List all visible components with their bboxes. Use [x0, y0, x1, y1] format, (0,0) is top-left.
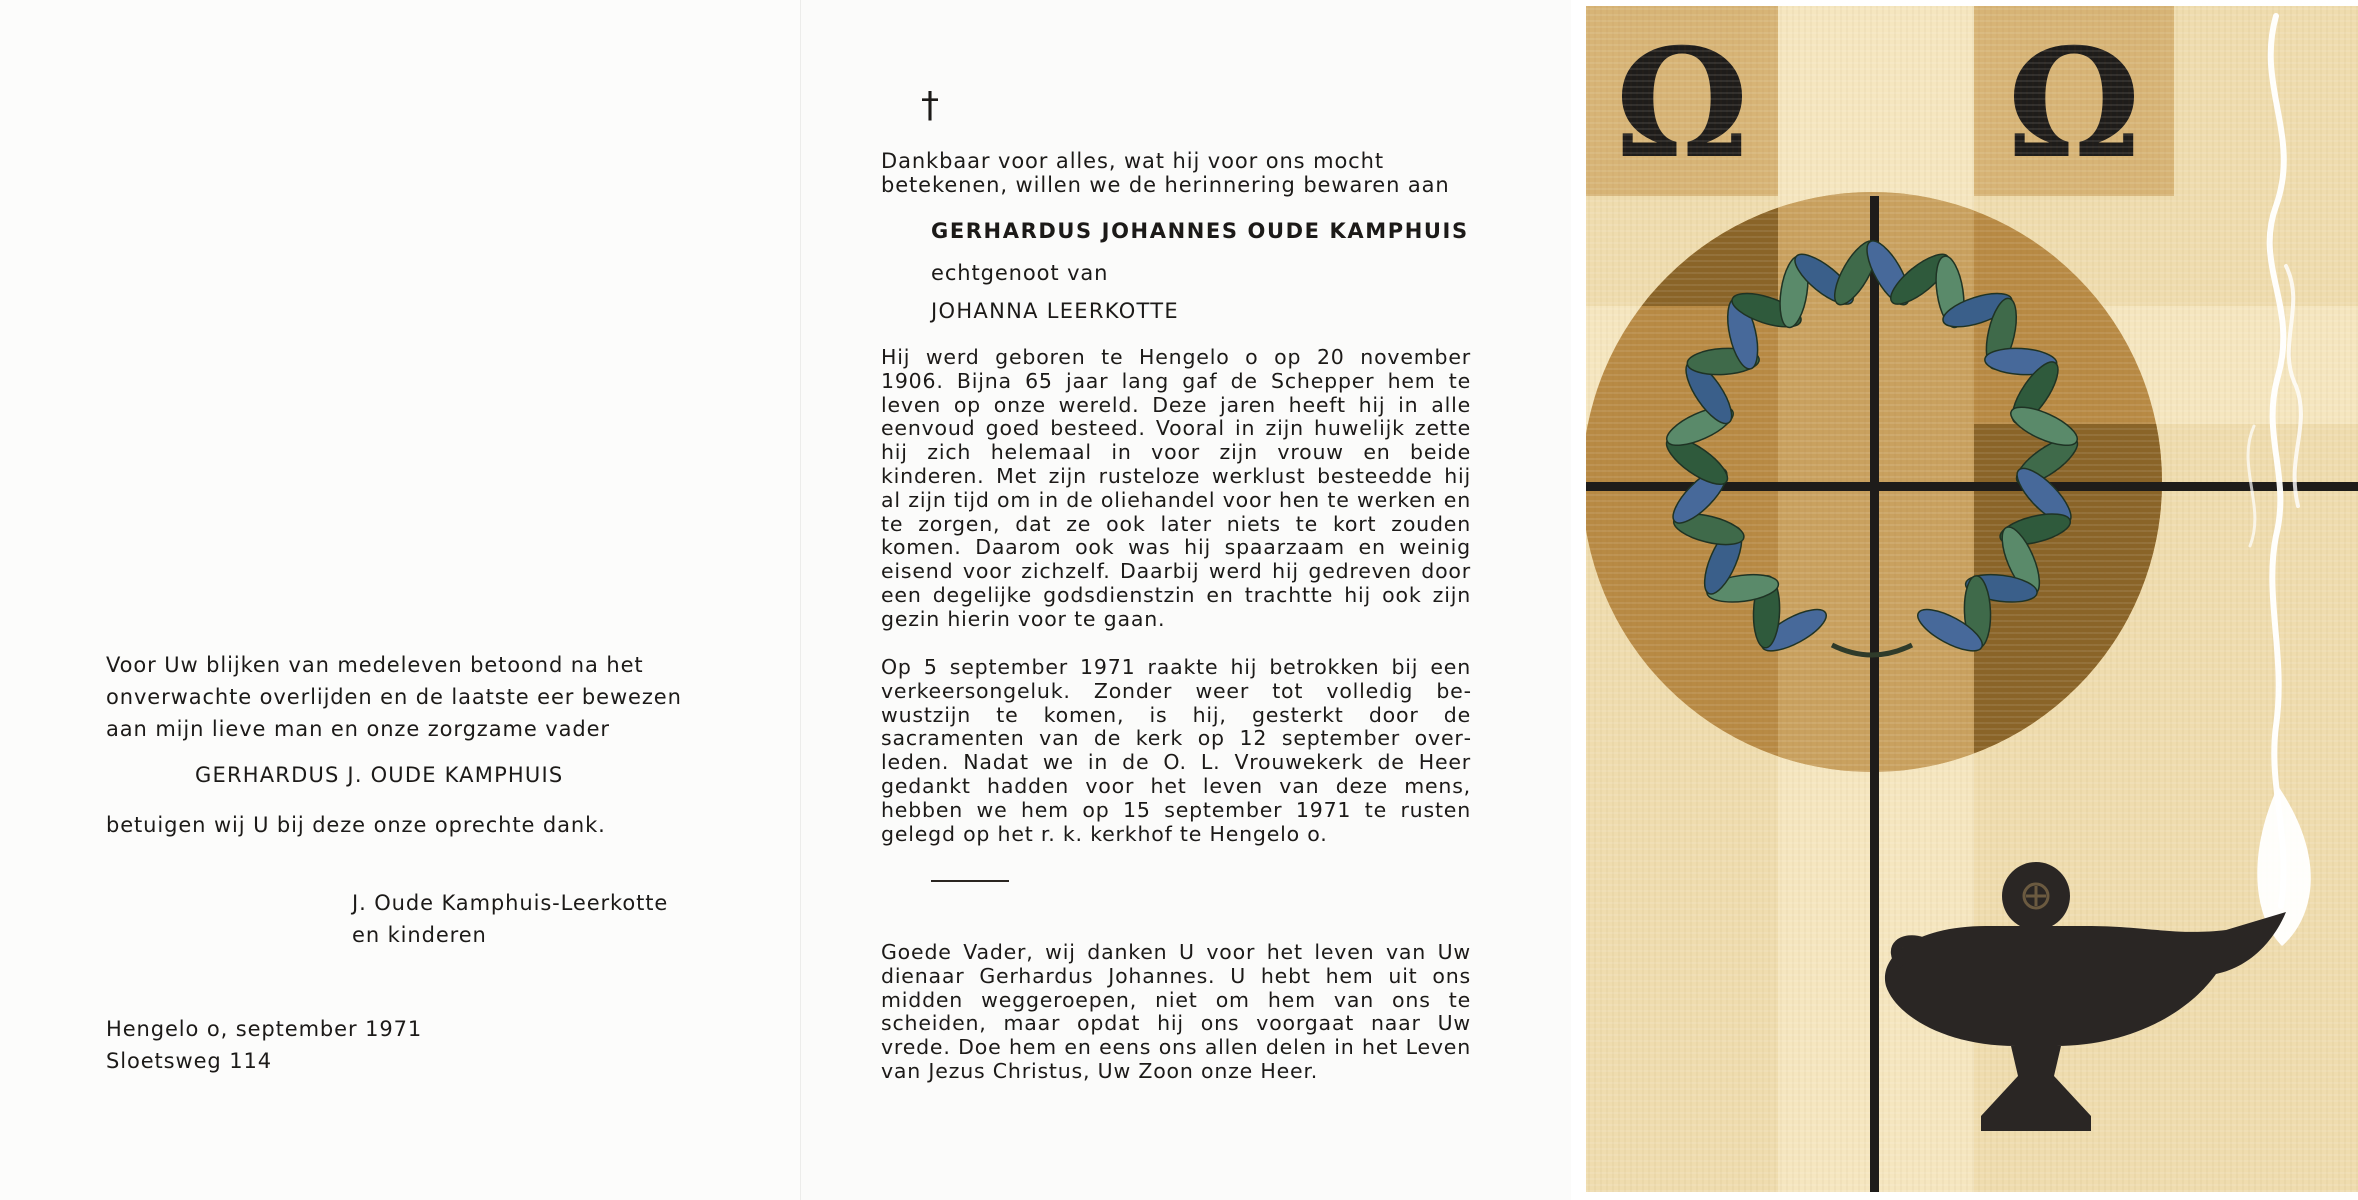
prayer-paragraph: Goede Vader, wij danken U voor het leven van Uw dienaar Gerhardus Johannes. U hebt hem uit ons midden weggeroepen, niet om hem van ons te scheiden, maar opdat hij ons voorgaat naar Uw vrede. Doe hem en eens ons allen delen in het Leven van Jezus Christus, Uw Zoon onze Heer.: [881, 940, 1471, 1083]
cross-symbol: †: [921, 85, 940, 126]
signature-line-1: J. Oude Kamphuis-Leerkotte: [352, 891, 669, 915]
thanks-line: betuigen wij U bij deze onze oprechte dank.: [106, 813, 606, 837]
intro-line-1: Voor Uw blijken van medeleven betoond na het: [106, 653, 644, 677]
opening-line-1: Dankbaar voor alles, wat hij voor ons mocht: [881, 149, 1384, 173]
place-date: Hengelo o, september 1971: [106, 1017, 423, 1041]
middle-panel: [800, 0, 1571, 1200]
right-panel: [1578, 0, 2358, 1200]
left-panel: [0, 0, 800, 1200]
deceased-short-name: GERHARDUS J. OUDE KAMPHUIS: [195, 763, 564, 787]
deceased-full-name: GERHARDUS JOHANNES OUDE KAMPHUIS: [931, 219, 1469, 243]
section-divider: [931, 880, 1009, 882]
biography-paragraph-2: Op 5 september 1971 raakte hij betrokken bij een verkeersongeluk. Zonder weer tot volledig bewustzijn te komen, is hij, gesterkt door de sacramenten van de kerk op 12 september overleden. Nadat we in de O. L. Vrouwekerk de Heer gedankt hadden voor het leven van deze mens, hebben we hem op 15 september 1971 te rusten gelegd op het r. k. kerkhof te Hengelo o.: [881, 655, 1471, 846]
intro-line-2: onverwachte overlijden en de laatste eer bewezen: [106, 685, 682, 709]
biography-paragraph-1: Hij werd geboren te Hengelo o op 20 november 1906. Bijna 65 jaar lang gaf de Schepper hem te leven op onze wereld. Deze jaren heeft hij in alle eenvoud goed besteed. Vooral in zijn huwelijk zette hij zich helemaal in voor zijn vrouw en beide kinderen. Met zijn rusteloze werklust besteedde hij al zijn tijd om in de oliehandel voor hen te werken en te zorgen, dat ze ook later niets te kort zouden komen. Daarom ook was hij spaarzaam en weinig eisend voor zichzelf. Daarbij werd hij gedreven door een degelijke godsdienstzin en trachtte hij ook zijn gezin hierin voor te gaan.: [881, 345, 1471, 631]
spouse-name: JOHANNA LEERKOTTE: [931, 299, 1179, 323]
intro-line-3: aan mijn lieve man en onze zorgzame vader: [106, 717, 610, 741]
opening-line-2: betekenen, willen we de herinnering bewaren aan: [881, 173, 1450, 197]
signature-line-2: en kinderen: [352, 923, 487, 947]
memorial-artwork: [1586, 6, 2358, 1192]
address: Sloetsweg 114: [106, 1049, 272, 1073]
spouse-label: echtgenoot van: [931, 261, 1109, 285]
